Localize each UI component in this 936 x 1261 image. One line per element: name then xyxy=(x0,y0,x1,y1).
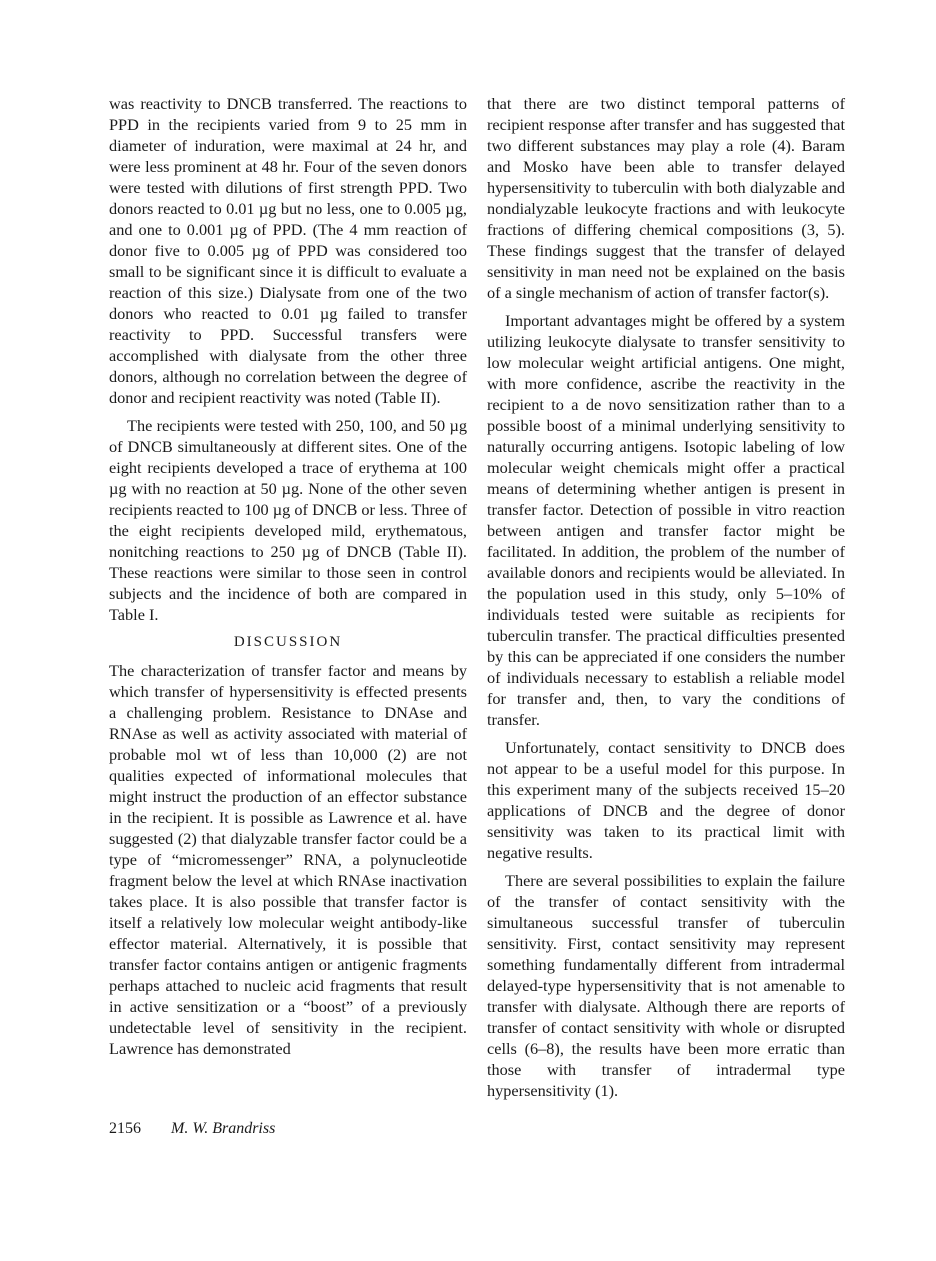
right-column xyxy=(487,93,845,1108)
page-footer xyxy=(109,1119,275,1139)
section-heading-discussion: DISCUSSION xyxy=(233,634,343,650)
running-author: M. W. Brandriss xyxy=(171,1120,276,1137)
paragraph-continued-right: that there are two distinct temporal patterns of recipient response after transfer and has suggested that two different substances may play a role (4). Baram and Mosko have been able to transfer delayed hypersensitivity to tuberculin with both dialyzable and nondialyzable leukocyte fractions and with leukocyte fractions of differing chemical compositions (3, 5). These findings suggest that the transfer of delayed sensitivity in man need not be explained on the basis of a single mechanism of action of transfer factor(s). xyxy=(487,94,845,302)
paragraph-contact-sensitivity: Unfortunately, contact sensitivity to DNCB does not appear to be a useful model for this purpose. In this experiment many of the subjects received 15–20 applications of DNCB and the degree of donor sensitivity was taken to its practical limit with negative results. xyxy=(487,738,845,862)
paragraph-possibilities: There are several possibilities to explain the failure of the transfer of contact sensitivity with the simultaneous successful transfer of tuberculin sensitivity. First, contact sensitivity may represent something fundamentally different from intradermal delayed-type hypersensitivity that is not amenable to transfer with dialysate. Although there are reports of transfer of contact sensitivity with whole or disrupted cells (6–8), the results have been more erratic than those with transfer of intradermal type hypersensitivity (1). xyxy=(487,871,845,1100)
left-column xyxy=(109,93,467,1066)
paragraph-continued: was reactivity to DNCB transferred. The reactions to PPD in the recipients varied from 9 to 25 mm in diameter of induration, were maximal at 24 hr, and were less prominent at 48 hr. Four of the seven donors were tested with dilutions of first strength PPD. Two donors reacted to 0.01 µg but no less, one to 0.005 µg, and one to 0.001 µg of PPD. (The 4 mm reaction of donor five to 0.005 µg of PPD was considered too small to be significant since it is difficult to evaluate a reaction of this size.) Dialysate from one of the two donors who reacted to 0.01 µg failed to transfer reactivity to PPD. Successful transfers were accomplished with dialysate from the other three donors, although no correlation between the degree of donor and recipient reactivity was noted (Table II). xyxy=(109,94,467,407)
paragraph-discussion-intro: The characterization of transfer factor and means by which transfer of hypersensitivity is effected presents a challenging problem. Resistance to DNAse and RNAse as well as activity associated with material of probable mol wt of less than 10,000 (2) are not qualities expected of informational molecules that might instruct the production of an effector substance in the recipient. It is possible as Lawrence et al. have suggested (2) that dialyzable transfer factor could be a type of “micromessenger” RNA, a polynucleotide fragment below the level at which RNAse inactivation takes place. It is also possible that transfer factor is itself a relatively low molecular weight antibody-like effector material. Alternatively, it is possible that transfer factor contains antigen or antigenic fragments perhaps attached to nucleic acid fragments that result in active sensitization or a “boost” of a previously undetectable level of sensitivity in the recipient. Lawrence has demonstrated xyxy=(109,661,467,1058)
paragraph-advantages: Important advantages might be offered by a system utilizing leukocyte dialysate to transfer sensitivity to low molecular weight artificial antigens. One might, with more confidence, ascribe the reactivity in the recipient to a de novo sensitization rather than to a possible boost of a minimal underlying sensitivity to naturally occurring antigens. Isotopic labeling of low molecular weight chemicals might offer a practical means of determining whether antigen is present in transfer factor. Detection of possible in vitro reaction between antigen and transfer factor might be facilitated. In addition, the problem of the number of available donors and recipients would be alleviated. In the population used in this study, only 5–10% of individuals tested were suitable as recipients for tuberculin transfer. The practical difficulties presented by this can be appreciated if one considers the number of individuals necessary to establish a reliable model for transfer and, then, to vary the conditions of transfer. xyxy=(487,311,845,729)
paragraph-dncb-recipients: The recipients were tested with 250, 100, and 50 µg of DNCB simultaneously at different sites. One of the eight recipients developed a trace of erythema at 100 µg with no reaction at 50 µg. None of the other seven recipients reacted to 100 µg of DNCB or less. Three of the eight recipients developed mild, erythematous, nonitching reactions to 250 µg of DNCB (Table II). These reactions were similar to those seen in control subjects and the incidence of both are compared in Table I. xyxy=(109,416,467,624)
page-number: 2156 xyxy=(109,1120,141,1137)
